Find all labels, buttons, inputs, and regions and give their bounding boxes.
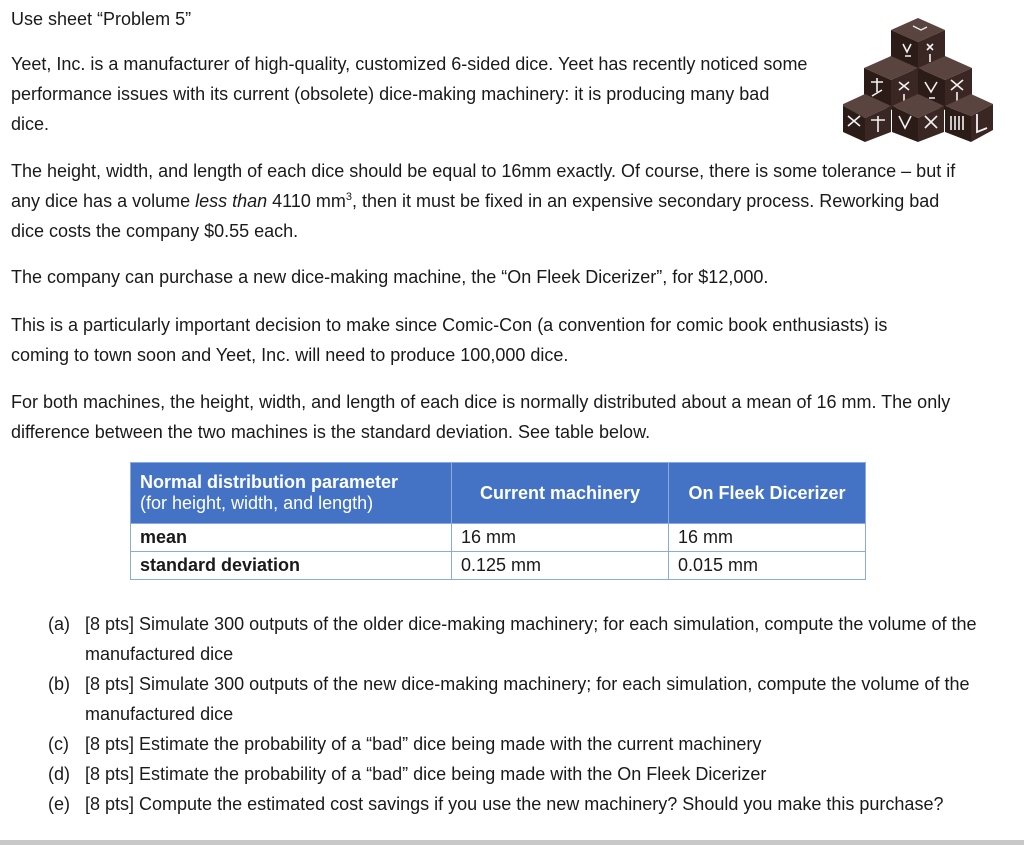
row-label-mean: mean	[131, 524, 452, 552]
dice-stack-image	[843, 16, 993, 144]
table-row	[131, 524, 866, 552]
list-item	[48, 669, 978, 729]
question-text: [8 pts] Estimate the probability of a “bad” dice being made with the current machinery	[85, 734, 762, 754]
question-text: [8 pts] Simulate 300 outputs of the new dice-making machinery; for each simulation, compute the volume of the manufactured dice	[85, 674, 970, 724]
question-text: [8 pts] Compute the estimated cost savings if you use the new machinery? Should you make this purchase?	[85, 794, 944, 814]
question-text: [8 pts] Estimate the probability of a “bad” dice being made with the On Fleek Dicerizer	[85, 764, 767, 784]
question-marker: (d)	[48, 764, 70, 784]
row-label-standard-deviation: standard deviation	[131, 552, 452, 580]
tolerance-text-2: 4110 mm	[267, 191, 346, 211]
parameters-table	[130, 462, 866, 580]
cell-new-mean: 16 mm	[669, 524, 866, 552]
question-list	[48, 609, 978, 819]
tolerance-text-1: The height, width, and length of each dice should be equal to 16mm exactly. Of course, there is some tolerance – but if any dice has a volume	[11, 161, 956, 211]
intro-paragraph: Yeet, Inc. is a manufacturer of high-quality, customized 6-sided dice. Yeet has recently noticed some performance issues with its current (obsolete) dice-making machinery: it is producing many bad dice.	[11, 54, 808, 134]
header-on-fleek-dicerizer: On Fleek Dicerizer	[669, 463, 866, 524]
tolerance-paragraph	[11, 156, 971, 246]
header-current-machinery: Current machinery	[452, 463, 669, 524]
cell-current-sd: 0.125 mm	[452, 552, 669, 580]
list-item	[48, 789, 978, 819]
cell-current-mean: 16 mm	[452, 524, 669, 552]
tolerance-emphasis: less than	[195, 191, 268, 211]
importance-paragraph: This is a particularly important decision to make since Comic-Con (a convention for comic book enthusiasts) is coming to town soon and Yeet, Inc. will need to produce 100,000 dice.	[11, 315, 888, 365]
sheet-instruction: Use sheet “Problem 5”	[11, 9, 192, 29]
cubic-superscript: 3	[345, 191, 352, 203]
question-marker: (c)	[48, 734, 69, 754]
header-parameter	[131, 463, 452, 524]
purchase-paragraph: The company can purchase a new dice-making machine, the “On Fleek Dicerizer”, for $12,000.	[11, 267, 769, 287]
table-row	[131, 552, 866, 580]
tolerance-text-3: , then it must be fixed in an expensive secondary process. Reworking bad dice costs the company $0.55 each.	[11, 191, 940, 241]
list-item	[48, 729, 978, 759]
list-item	[48, 759, 978, 789]
cell-new-sd: 0.015 mm	[669, 552, 866, 580]
question-marker: (a)	[48, 614, 70, 634]
distribution-paragraph: For both machines, the height, width, and length of each dice is normally distributed about a mean of 16 mm. The only difference between the two machines is the standard deviation. See table below.	[11, 392, 951, 442]
question-text: [8 pts] Simulate 300 outputs of the older dice-making machinery; for each simulation, compute the volume of the manufactured dice	[85, 614, 977, 664]
page-bottom-divider	[0, 840, 1024, 845]
list-item	[48, 609, 978, 669]
header-parameter-title: Normal distribution parameter	[140, 472, 399, 492]
header-parameter-subtitle: (for height, width, and length)	[140, 493, 374, 513]
question-marker: (e)	[48, 794, 70, 814]
question-marker: (b)	[48, 674, 70, 694]
table-header-row	[131, 463, 866, 524]
